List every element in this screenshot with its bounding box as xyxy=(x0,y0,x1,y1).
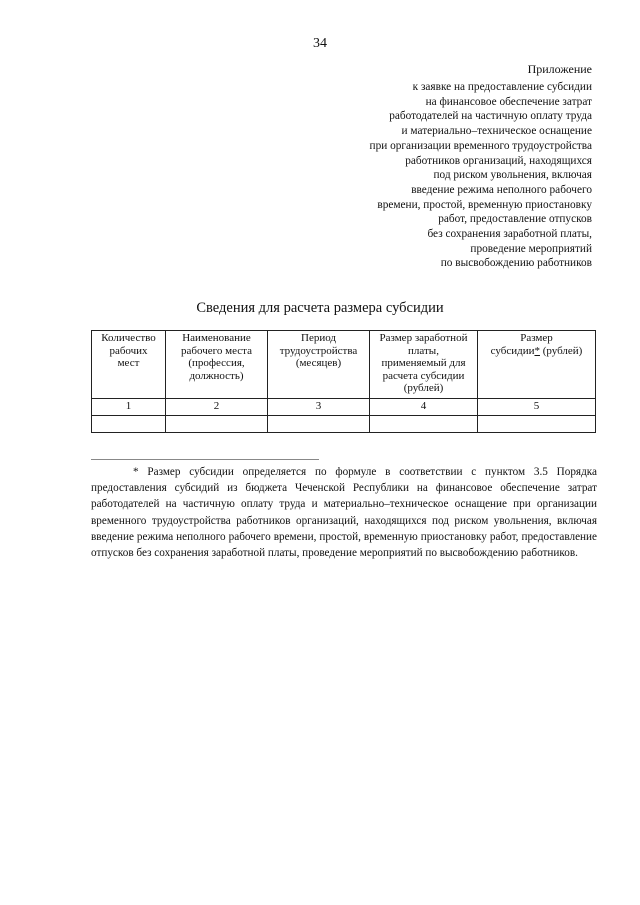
header-cell-position xyxy=(166,331,268,399)
appendix-subtitle-line: при организации временного трудоустройства xyxy=(369,139,592,152)
header-line xyxy=(480,345,593,358)
header-cell-subsidy xyxy=(478,331,596,399)
empty-cell xyxy=(268,416,370,433)
header-line: Период xyxy=(301,332,336,344)
footnote-link[interactable]: * xyxy=(534,344,540,357)
appendix-subtitle-line: на финансовое обеспечение затрат xyxy=(425,95,592,108)
appendix-subtitle-line: работников организаций, находящихся xyxy=(405,154,592,167)
empty-cell xyxy=(166,416,268,433)
subsidy-table xyxy=(91,330,596,433)
empty-data-row xyxy=(92,416,596,433)
column-number: 3 xyxy=(268,399,370,416)
header-line: расчета субсидии xyxy=(382,369,465,382)
header-line: применяемый для xyxy=(381,357,466,369)
appendix-subtitle-line: введение режима неполного рабочего xyxy=(411,183,592,196)
appendix-subtitle-line: работодателей на частичную оплату труда xyxy=(389,110,592,123)
footnote-divider xyxy=(91,459,319,460)
footnote: * Размер субсидии определяется по формуле в соответствии с пунктом 3.5 Порядка предоставления субсидий из бюджета Чеченской Республики на финансовое обеспечение затрат работодателей на частичную оплату труда и материально–техническое оснащение при организации временного трудоустройства работников организаций, находящихся под риском увольнения, включая введение режима неполного рабочего времени, простой, временную приостановку работ, предоставление отпусков без сохранения заработной платы, проведение мероприятий по высвобождению работников. xyxy=(91,466,597,560)
appendix-subtitle-line: под риском увольнения, включая xyxy=(433,169,592,182)
appendix-subtitle-line: времени, простой, временную приостановку xyxy=(377,198,592,211)
appendix-subtitle-line: по высвобождению работников xyxy=(440,257,592,270)
table-title: Сведения для расчета размера субсидии xyxy=(196,300,444,316)
header-line: платы, xyxy=(408,344,439,357)
empty-cell xyxy=(370,416,478,433)
header-text: (рублей) xyxy=(539,344,583,357)
appendix-subtitle-line: работ, предоставление отпусков xyxy=(438,213,592,226)
header-line: Количество xyxy=(101,332,156,344)
empty-cell xyxy=(92,416,166,433)
header-line: Наименование xyxy=(182,332,251,344)
page-number: 34 xyxy=(313,36,327,51)
appendix-subtitle-line: без сохранения заработной платы, xyxy=(427,228,592,241)
header-line: (месяцев) xyxy=(295,357,342,369)
header-line: рабочих xyxy=(109,344,148,357)
appendix-subtitle-line: и материально–техническое оснащение xyxy=(401,125,592,138)
header-line: рабочего места xyxy=(181,344,252,357)
column-number: 4 xyxy=(370,399,478,416)
header-line: Размер xyxy=(520,332,553,344)
empty-cell xyxy=(478,416,596,433)
header-line: должность) xyxy=(189,369,244,382)
header-cell-salary xyxy=(370,331,478,399)
header-line: мест xyxy=(117,357,140,369)
header-line: (рублей) xyxy=(403,382,444,394)
header-line: трудоустройства xyxy=(279,344,358,357)
appendix-subtitle xyxy=(292,80,592,271)
column-number: 1 xyxy=(92,399,166,416)
appendix-subtitle-line: проведение мероприятий xyxy=(470,242,592,255)
header-cell-period xyxy=(268,331,370,399)
appendix-title: Приложение xyxy=(527,62,592,76)
header-line: (профессия, xyxy=(188,357,245,369)
table-header-row xyxy=(92,331,596,399)
header-cell-quantity xyxy=(92,331,166,399)
header-text: субсидии xyxy=(490,344,535,357)
header-line: Размер заработной xyxy=(379,332,468,344)
column-number-row xyxy=(92,399,596,416)
column-number: 2 xyxy=(166,399,268,416)
appendix-subtitle-line: к заявке на предоставление субсидии xyxy=(412,81,592,93)
column-number: 5 xyxy=(478,399,596,416)
